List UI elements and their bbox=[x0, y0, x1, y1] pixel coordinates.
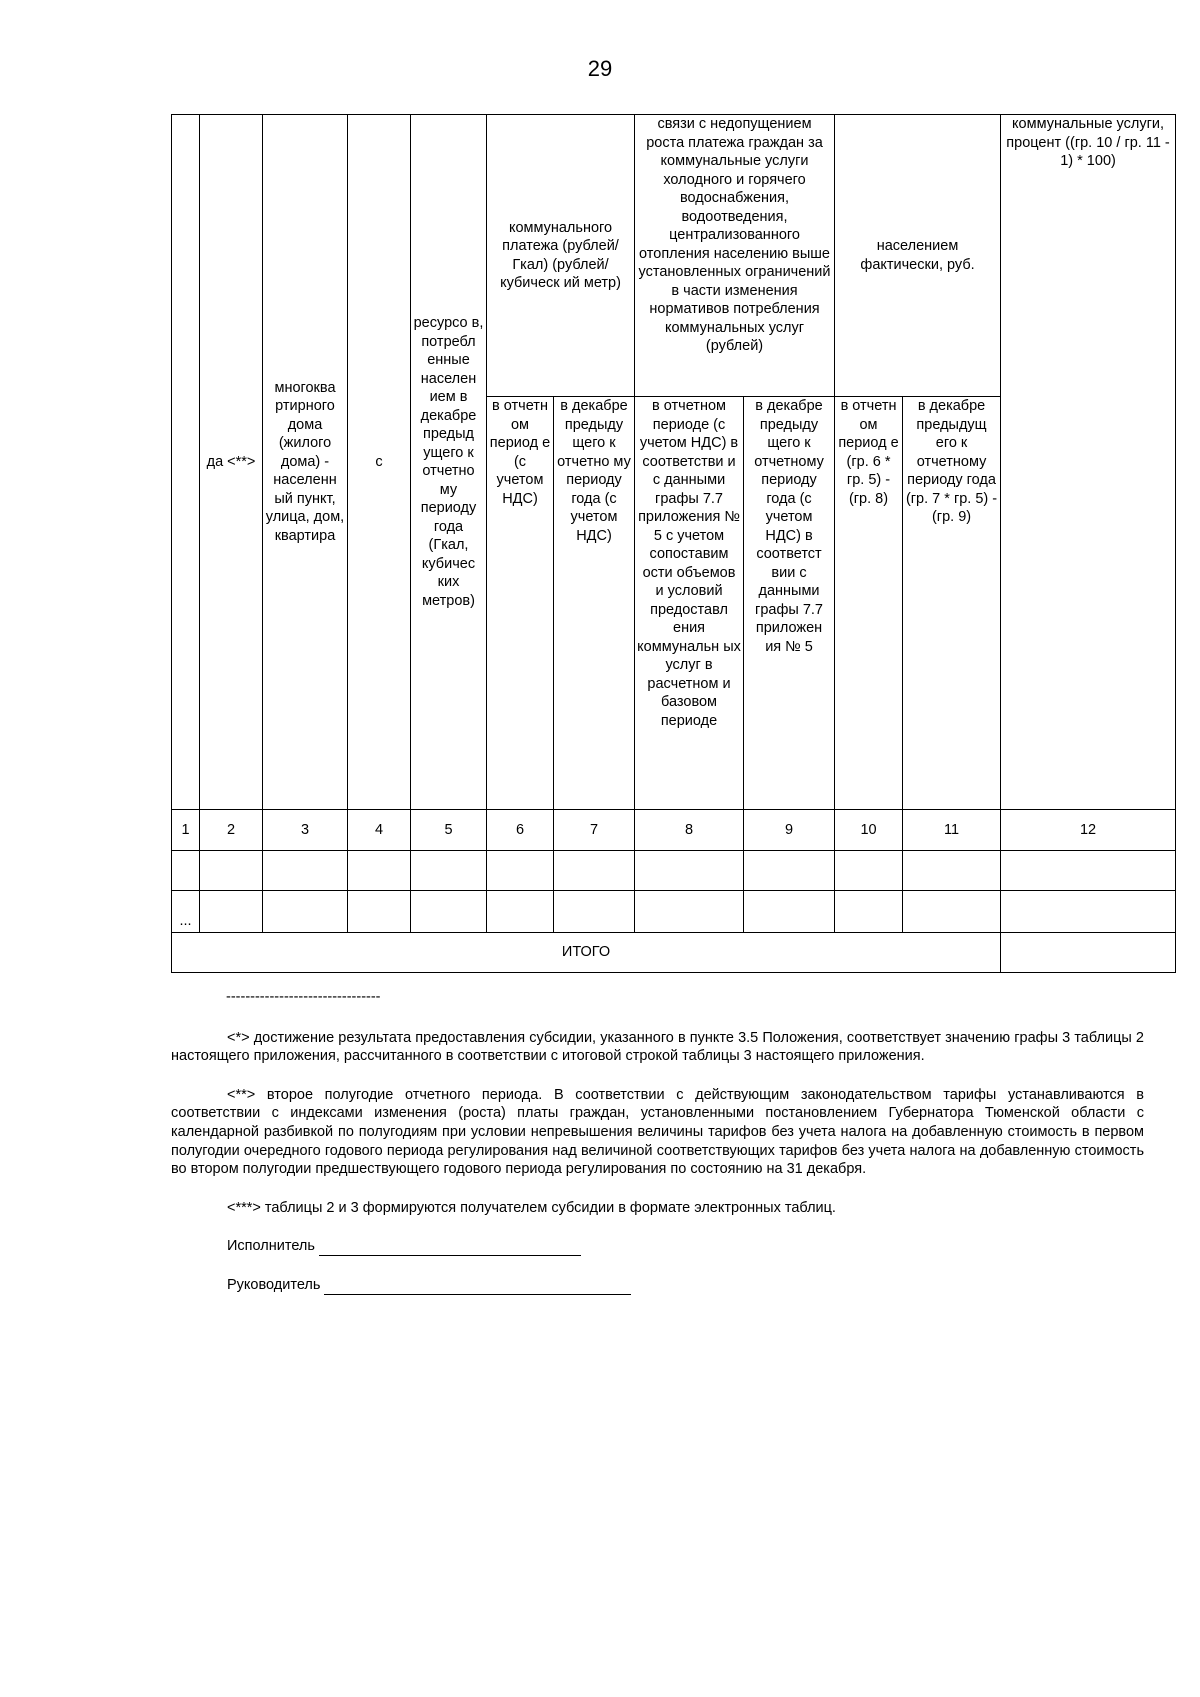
table-cell bbox=[263, 891, 348, 933]
table-cell bbox=[635, 851, 744, 891]
header-group-10-11: населением фактически, руб. bbox=[835, 115, 1001, 397]
table-cell bbox=[554, 891, 635, 933]
header-col-9: в декабре предыду щего к отчетному периоду года (с учетом НДС) в соответст вии с данными графы 7.7 приложен ия № 5 bbox=[744, 397, 835, 810]
executor-label: Исполнитель bbox=[227, 1238, 315, 1255]
table-cell bbox=[411, 891, 487, 933]
header-col-7: в декабре предыду щего к отчетно му периоду года (с учетом НДС) bbox=[554, 397, 635, 810]
column-number: 7 bbox=[554, 810, 635, 851]
table-cell bbox=[487, 851, 554, 891]
ellipsis-cell: ... bbox=[172, 891, 200, 933]
table-cell bbox=[635, 891, 744, 933]
header-col-8: в отчетном периоде (с учетом НДС) в соответстви и с данными графы 7.7 приложения № 5 с учетом сопоставим ости объемов и условий предоставл ения коммунальн ых услуг в расчетном и базовом периоде bbox=[635, 397, 744, 810]
table-cell bbox=[200, 891, 263, 933]
total-row bbox=[172, 933, 1176, 973]
table-cell bbox=[172, 851, 200, 891]
head-signature-line bbox=[324, 1278, 631, 1295]
table-cell bbox=[903, 891, 1001, 933]
header-col-6: в отчетн ом период е (с учетом НДС) bbox=[487, 397, 554, 810]
table-cell bbox=[263, 851, 348, 891]
column-number: 8 bbox=[635, 810, 744, 851]
table-cell bbox=[835, 891, 903, 933]
footnote-2: <**> второе полугодие отчетного периода. В соответствии с действующим законодательством тарифы устанавливаются в соответствии с индексами изменения (роста) платы граждан, установленными постановлением Губернатора Тюменской области с календарной разбивкой по полугодиям при условии непревышения величины тарифов без учета налога на добавленную стоимость в первом полугодии очередного годового периода регулирования над величиной соответствующих тарифов без учета налога на добавленную стоимость во втором полугодии предшествующего годового периода регулирования по состоянию на 31 декабря. bbox=[171, 1086, 1144, 1178]
column-number: 9 bbox=[744, 810, 835, 851]
header-col-1 bbox=[172, 115, 200, 810]
table-cell bbox=[348, 851, 411, 891]
table-row bbox=[172, 891, 1176, 933]
table-cell bbox=[903, 851, 1001, 891]
header-col-2: да <**> bbox=[200, 115, 263, 810]
header-group-6-7: коммунального платежа (рублей/Гкал) (рублей/кубическ ий метр) bbox=[487, 115, 635, 397]
report-table bbox=[171, 114, 1176, 973]
table-cell bbox=[1001, 851, 1176, 891]
column-number: 2 bbox=[200, 810, 263, 851]
column-number: 3 bbox=[263, 810, 348, 851]
table-cell bbox=[1001, 891, 1176, 933]
header-col-10: в отчетн ом период е (гр. 6 * гр. 5) - (гр. 8) bbox=[835, 397, 903, 810]
table-cell bbox=[200, 851, 263, 891]
column-number: 4 bbox=[348, 810, 411, 851]
footnote-3: <***> таблицы 2 и 3 формируются получателем субсидии в формате электронных таблиц. bbox=[227, 1199, 836, 1216]
table-cell bbox=[348, 891, 411, 933]
total-value bbox=[1001, 933, 1176, 973]
executor-line bbox=[227, 1237, 1144, 1256]
head-label: Руководитель bbox=[227, 1276, 321, 1293]
table-cell bbox=[744, 851, 835, 891]
head-line bbox=[227, 1276, 1144, 1295]
column-number: 6 bbox=[487, 810, 554, 851]
header-row-1 bbox=[172, 115, 1176, 397]
column-number-row bbox=[172, 810, 1176, 851]
header-col-5: ресурсо в, потребл енные населен ием в декабре предыд ущего к отчетно му периоду года (Гкал, кубичес ких метров) bbox=[411, 115, 487, 810]
header-col-4: с bbox=[348, 115, 411, 810]
footnote-1: <*> достижение результата предоставления субсидии, указанного в пункте 3.5 Положения, соответствует значению графы 3 таблицы 2 настоящего приложения, рассчитанного в соответствии с итоговой строкой таблицы 3 настоящего приложения. bbox=[171, 1029, 1144, 1065]
column-number: 10 bbox=[835, 810, 903, 851]
column-number: 5 bbox=[411, 810, 487, 851]
footnotes bbox=[171, 988, 1144, 1295]
table-cell bbox=[744, 891, 835, 933]
table-cell bbox=[411, 851, 487, 891]
header-col-12: коммунальные услуги, процент ((гр. 10 / гр. 11 - 1) * 100) bbox=[1001, 115, 1176, 810]
footnote-separator: -------------------------------- bbox=[226, 989, 381, 1005]
table-cell bbox=[835, 851, 903, 891]
table-cell bbox=[554, 851, 635, 891]
column-number: 12 bbox=[1001, 810, 1176, 851]
table-row bbox=[172, 851, 1176, 891]
header-col-3: многоква ртирного дома (жилого дома) - населенн ый пункт, улица, дом, квартира bbox=[263, 115, 348, 810]
total-label: ИТОГО bbox=[172, 933, 1001, 973]
executor-signature-line bbox=[319, 1239, 581, 1256]
column-number: 11 bbox=[903, 810, 1001, 851]
page-number: 29 bbox=[587, 56, 613, 81]
table-cell bbox=[487, 891, 554, 933]
column-number: 1 bbox=[172, 810, 200, 851]
header-group-8-9: связи с недопущением роста платежа граждан за коммунальные услуги холодного и горячего водоснабжения, водоотведения, централизованного отопления населению выше установленных ограничений в части изменения нормативов потребления коммунальных услуг (рублей) bbox=[635, 115, 835, 397]
header-col-11: в декабре предыдущ его к отчетному периоду года (гр. 7 * гр. 5) - (гр. 9) bbox=[903, 397, 1001, 810]
